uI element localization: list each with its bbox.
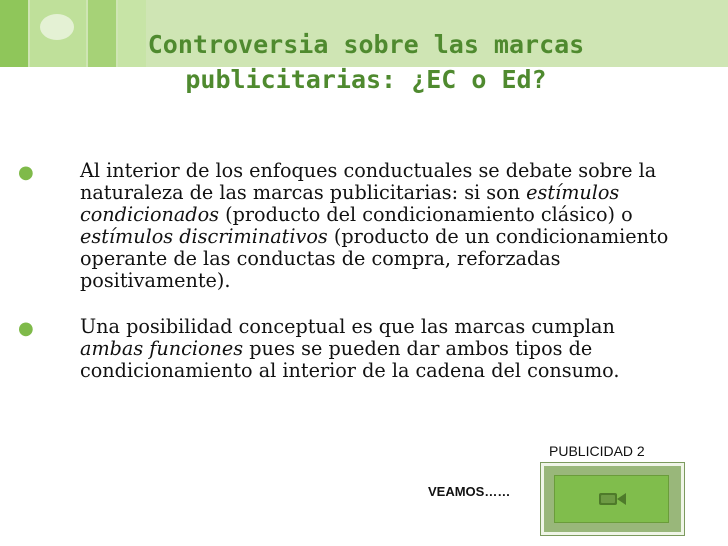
bullet-list <box>18 160 678 406</box>
video-camera-icon <box>598 490 628 508</box>
bullet-emphasis: estímulos discriminativos <box>80 225 328 248</box>
bullet-item <box>18 316 678 382</box>
bullet-emphasis: ambas funciones <box>80 337 244 360</box>
header-tile <box>30 0 86 67</box>
bullet-dot-icon: ● <box>18 162 34 183</box>
header-tile <box>0 0 28 67</box>
bullet-emphasis: estímulos condicionados <box>80 181 620 226</box>
bullet-text: Una posibilidad conceptual es que las marcas cumplan <box>80 315 615 338</box>
publicidad-label: PUBLICIDAD 2 <box>549 443 645 459</box>
bullet-item <box>18 160 678 292</box>
bullet-text: Al interior de los enfoques conductuales se debate sobre la naturaleza de las marcas publicitarias: si son <box>80 159 657 204</box>
slide-title: Controversia sobre las marcas publicitarias: ¿EC o Ed? <box>147 30 585 94</box>
bullet-dot-icon: ● <box>18 318 34 339</box>
veamos-label: VEAMOS…… <box>428 484 511 499</box>
bullet-text: (producto del condicionamiento clásico) o <box>219 203 633 226</box>
bullet-text: pues se pueden dar ambos tipos de condicionamiento al interior de la cadena del consumo. <box>80 337 620 382</box>
bullet-text: (producto de un condicionamiento operante de las conductas de compra, reforzadas positivamente). <box>80 225 669 292</box>
video-button[interactable] <box>541 463 684 535</box>
video-button-face[interactable] <box>554 475 669 523</box>
header-tile-oval <box>40 14 74 40</box>
